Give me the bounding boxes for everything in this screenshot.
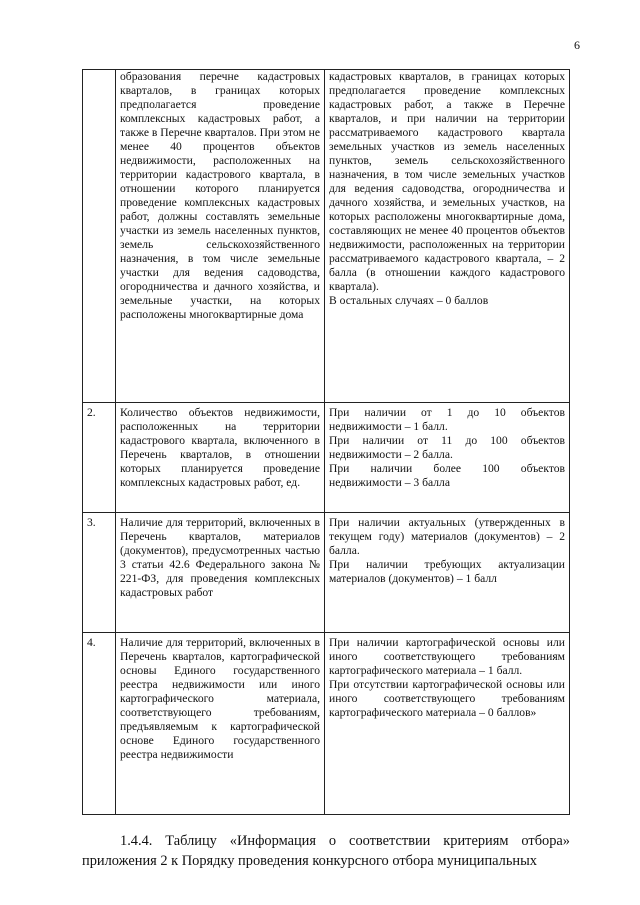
row-number: 2.: [87, 406, 96, 419]
scoring-cell: [325, 633, 570, 815]
scoring-text: При наличии актуальных (утвержденных в текущем году) материалов (документов) – 2 балла.: [329, 516, 565, 557]
criterion-cell: [116, 633, 325, 815]
scoring-text: При наличии требующих актуализации материалов (документов) – 1 балл: [329, 558, 565, 585]
criterion-text: образования перечне кадастровых кварталов, в границах которых предполагается проведение комплексных кадастровых работ, а также в Перечне кварталов. При этом не менее 40 процентов объектов недвижимости, расположенных на территории кадастрового квартала, в отношении которого планируется проведение комплексных кадастровых работ, должны составлять земельные участки из земель населенных пунктов, земель сельскохозяйственного назначения, в том числе земельные участки для ведения садоводства, огородничества и дачного хозяйства, и земельные участки, на которых расположены многоквартирные дома: [120, 70, 320, 321]
scoring-text: При наличии картографической основы или иного соответствующего требованиям картографического материала – 1 балл.: [329, 636, 565, 677]
row-number: 3.: [87, 516, 96, 529]
row-number-cell: [83, 513, 116, 633]
scoring-text: При отсутствии картографической основы или иного соответствующего требованиям картографического материала – 0 баллов»: [329, 678, 565, 719]
criterion-cell: [116, 70, 325, 403]
criterion-text: Наличие для территорий, включенных в Перечень кварталов, картографической основы Единого государственного реестра недвижимости или иного картографического материала, соответствующего требованиям, предъявляемым к картографической основе Единого государственного реестра недвижимости: [120, 636, 320, 761]
criteria-table: [82, 69, 570, 815]
page-number: 6: [574, 38, 580, 52]
criterion-text: Наличие для территорий, включенных в Перечень кварталов, материалов (документов), предусмотренных частью 3 статьи 42.6 Федерального закона № 221-ФЗ, для проведения комплексных кадастровых работ: [120, 516, 320, 599]
row-number-cell: [83, 403, 116, 513]
table-row: [83, 633, 570, 815]
scoring-cell: [325, 403, 570, 513]
criterion-cell: [116, 513, 325, 633]
scoring-text: При наличии от 1 до 10 объектов недвижимости – 1 балл.: [329, 406, 565, 433]
row-number-cell: [83, 70, 116, 403]
body-paragraph: 1.4.4. Таблицу «Информация о соответствии критериям отбора» приложения 2 к Порядку проведения конкурсного отбора муниципальных: [82, 833, 570, 870]
table-row: [83, 70, 570, 403]
scoring-text: В остальных случаях – 0 баллов: [329, 294, 489, 307]
scoring-cell: [325, 513, 570, 633]
scoring-text: При наличии более 100 объектов недвижимости – 3 балла: [329, 462, 565, 489]
scoring-text: кадастровых кварталов, в границах которых предполагается проведение комплексных кадастровых работ, а также в Перечне кварталов, и при наличии на территории рассматриваемого кадастрового квартала земельных участков из земель населенных пунктов, земель сельскохозяйственного назначения, в том числе земельных участков для ведения садоводства, огородничества и дачного хозяйства, и земельных участков, на которых расположены многоквартирные дома, составляющих не менее 40 процентов объектов недвижимости, расположенных на территории рассматриваемого кадастрового квартала, – 2 балла (в отношении каждого кадастрового квартала).: [329, 70, 565, 293]
table-row: [83, 403, 570, 513]
scoring-cell: [325, 70, 570, 403]
row-number-cell: [83, 633, 116, 815]
row-number: 4.: [87, 636, 96, 649]
criterion-text: Количество объектов недвижимости, расположенных на территории кадастрового квартала, включенного в Перечень кварталов, в отношении которых планируется проведение комплексных кадастровых работ, ед.: [120, 406, 320, 489]
scoring-text: При наличии от 11 до 100 объектов недвижимости – 2 балла.: [329, 434, 565, 461]
table-row: [83, 513, 570, 633]
criterion-cell: [116, 403, 325, 513]
